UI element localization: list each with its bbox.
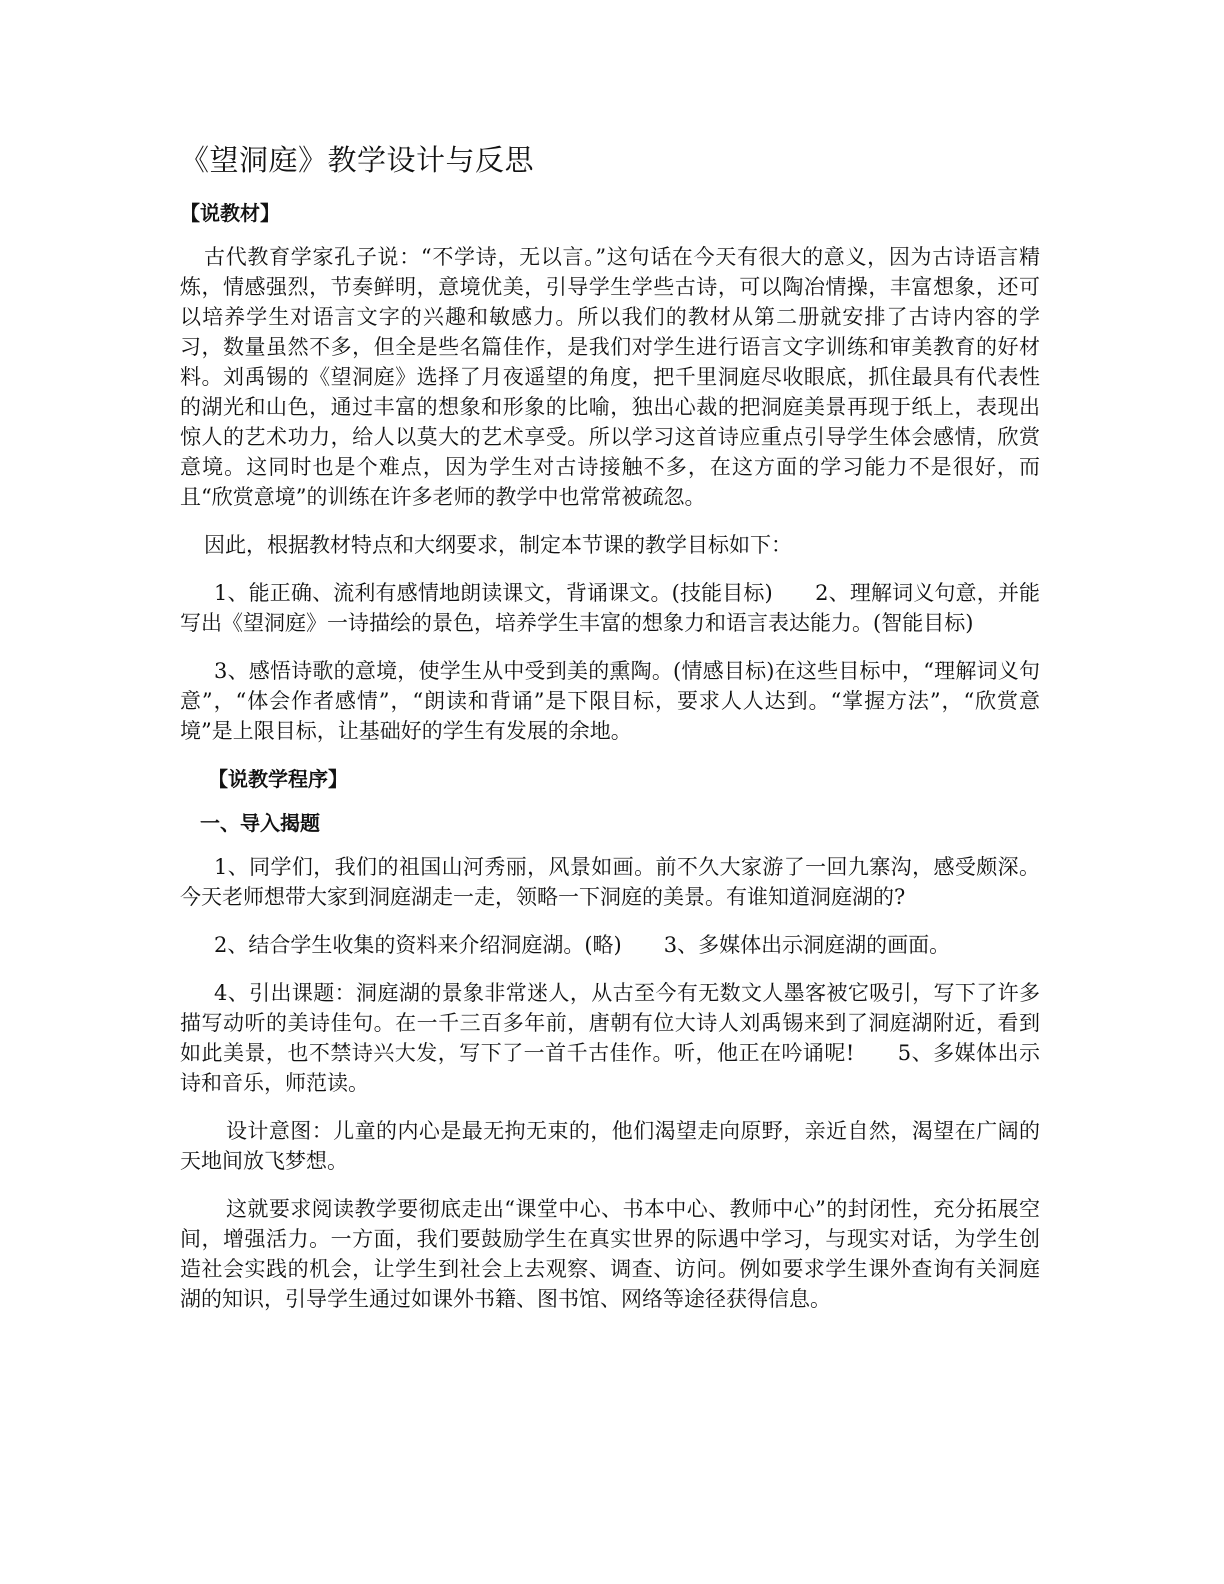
subsection-heading-introduction: 一、导入揭题 bbox=[200, 811, 320, 835]
paragraph-textbook-intro: 古代教育学家孔子说：“不学诗，无以言。”这句话在今天有很大的意义，因为古诗语言精炼，情感强烈，节奏鲜明，意境优美，引导学生学些古诗，可以陶冶情操，丰富想象，还可以培养学生对语言文字的兴趣和敏感力。所以我们的教材从第二册就安排了古诗内容的学习，数量虽然不多，但全是些名篇佳作，是我们对学生进行语言文字训练和审美教育的好材料。刘禹锡的《望洞庭》选择了月夜遥望的角度，把千里洞庭尽收眼底，抓住最具有代表性的湖光和山色，通过丰富的想象和形象的比喻，独出心裁的把洞庭美景再现于纸上，表现出惊人的艺术功力，给人以莫大的艺术享受。所以学习这首诗应重点引导学生体会感情，欣赏意境。这同时也是个难点，因为学生对古诗接触不多，在这方面的学习能力不是很好，而且“欣赏意境”的训练在许多老师的教学中也常常被疏忽。 bbox=[180, 245, 1040, 509]
paragraph-step-2-3: 2、结合学生收集的资料来介绍洞庭湖。(略) 3、多媒体出示洞庭湖的画面。 bbox=[214, 933, 951, 957]
paragraph-objectives-lead: 因此，根据教材特点和大纲要求，制定本节课的教学目标如下： bbox=[204, 533, 792, 557]
section-heading-textbook: 【说教材】 bbox=[180, 201, 280, 225]
paragraph-objectives-1-2: 1、能正确、流利有感情地朗读课文，背诵课文。(技能目标) 2、理解词义句意，并能写出《望洞庭》一诗描绘的景色，培养学生丰富的想象力和语言表达能力。(智能目标) bbox=[180, 581, 1040, 635]
paragraph-objectives-3: 3、感悟诗歌的意境，使学生从中受到美的熏陶。(情感目标)在这些目标中，“理解词义句意”，“体会作者感情”，“朗读和背诵”是下限目标，要求人人达到。“掌握方法”，“欣赏意境”是上限目标，让基础好的学生有发展的余地。 bbox=[180, 659, 1040, 743]
paragraph-step-4-5: 4、引出课题：洞庭湖的景象非常迷人，从古至今有无数文人墨客被它吸引，写下了许多描写动听的美诗佳句。在一千三百多年前，唐朝有位大诗人刘禹锡来到了洞庭湖附近，看到如此美景，也不禁诗兴大发，写下了一首千古佳作。听，他正在吟诵呢! 5、多媒体出示诗和音乐，师范读。 bbox=[180, 981, 1040, 1095]
document-page bbox=[180, 140, 1040, 1332]
section-heading-procedure: 【说教学程序】 bbox=[208, 767, 348, 791]
paragraph-step-1: 1、同学们，我们的祖国山河秀丽，风景如画。前不久大家游了一回九寨沟，感受颇深。今天老师想带大家到洞庭湖走一走，领略一下洞庭的美景。有谁知道洞庭湖的? bbox=[180, 855, 1040, 909]
paragraph-design-intent: 设计意图：儿童的内心是最无拘无束的，他们渴望走向原野，亲近自然，渴望在广阔的天地间放飞梦想。 bbox=[180, 1119, 1040, 1173]
document-title: 《望洞庭》教学设计与反思 bbox=[180, 143, 535, 177]
paragraph-reading-teaching: 这就要求阅读教学要彻底走出“课堂中心、书本中心、教师中心”的封闭性，充分拓展空间，增强活力。一方面，我们要鼓励学生在真实世界的际遇中学习，与现实对话，为学生创造社会实践的机会，让学生到社会上去观察、调查、访问。例如要求学生课外查询有关洞庭湖的知识，引导学生通过如课外书籍、图书馆、网络等途径获得信息。 bbox=[180, 1197, 1040, 1311]
